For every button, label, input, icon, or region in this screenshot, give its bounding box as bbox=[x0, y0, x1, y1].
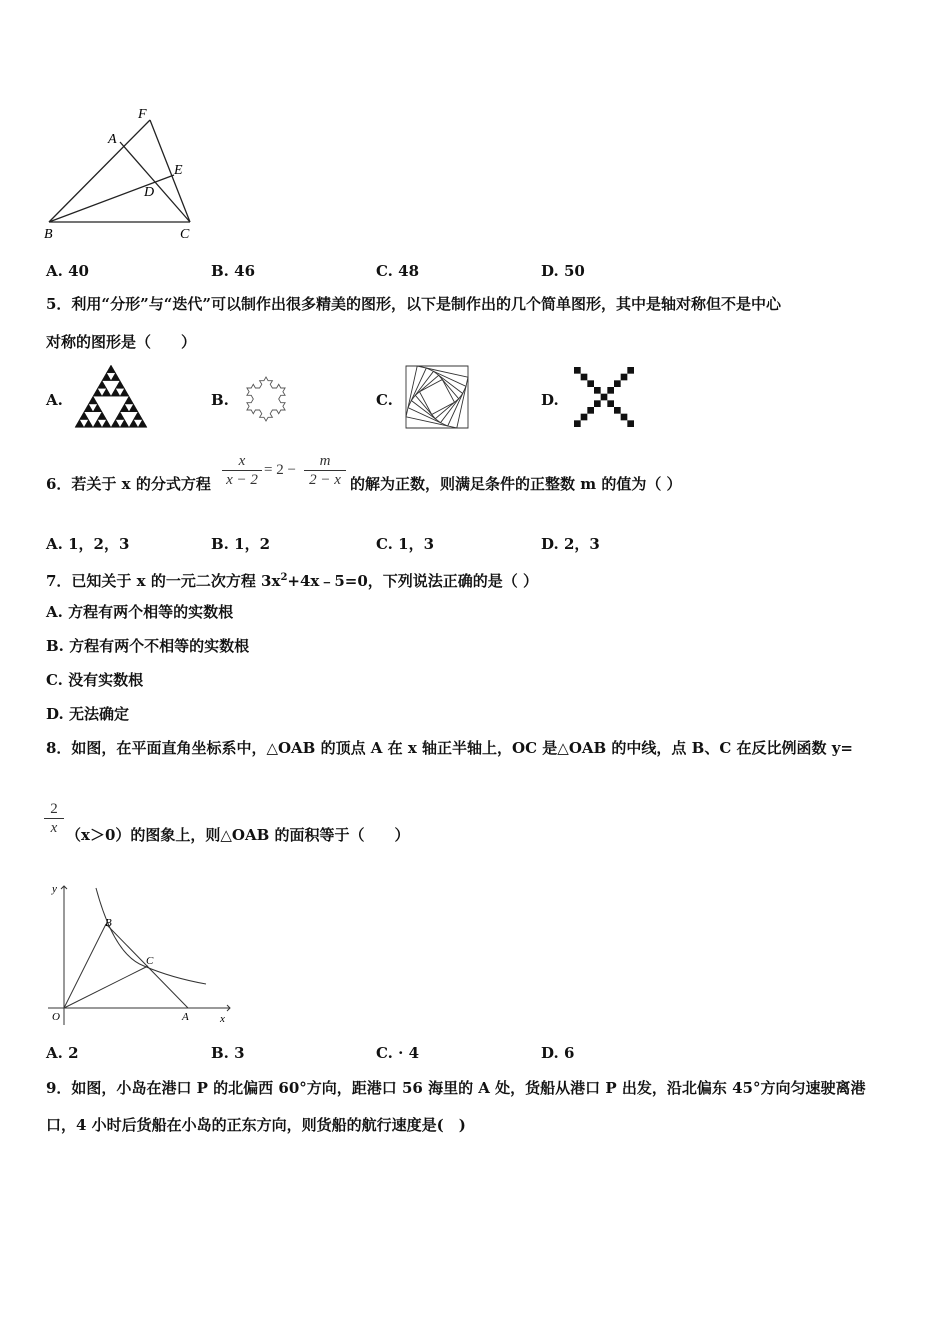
q8-label-b: B bbox=[105, 917, 112, 929]
q8-coordinate-figure bbox=[44, 880, 234, 1030]
q8-label-a: A bbox=[182, 1011, 189, 1023]
sierpinski-triangle-icon bbox=[74, 364, 148, 428]
q7-option-b[interactable]: B. 方程有两个不相等的实数根 bbox=[46, 637, 250, 655]
koch-snowflake-icon bbox=[236, 368, 296, 428]
q8-stem-line2: （x＞0）的图象上，则△OAB 的面积等于（ ） bbox=[66, 826, 410, 844]
q4-label-b: B bbox=[44, 227, 53, 242]
q6-frac2-denominator: 2 − x bbox=[309, 472, 341, 488]
q4-option-d[interactable]: D. 50 bbox=[541, 262, 585, 280]
q5-option-a-letter[interactable]: A. bbox=[46, 391, 63, 409]
q8-label-c: C bbox=[146, 955, 154, 967]
q8-label-o: O bbox=[52, 1011, 60, 1023]
q6-equation-middle: = 2 − bbox=[264, 462, 296, 478]
q4-label-c: C bbox=[180, 227, 190, 242]
q7-option-c[interactable]: C. 没有实数根 bbox=[46, 671, 144, 689]
q6-option-c[interactable]: C. 1，3 bbox=[376, 535, 435, 553]
q6-fraction-2 bbox=[304, 452, 346, 489]
q6-option-d[interactable]: D. 2，3 bbox=[541, 535, 600, 553]
checkerboard-x-pattern-icon bbox=[574, 367, 634, 427]
q6-frac1-numerator: x bbox=[238, 453, 246, 469]
q7-option-a[interactable]: A. 方程有两个相等的实数根 bbox=[46, 603, 234, 621]
q4-option-a[interactable]: A. 40 bbox=[46, 262, 89, 280]
q8-option-c[interactable]: C. · 4 bbox=[376, 1044, 420, 1062]
q6-prefix: 6．若关于 x 的分式方程 bbox=[46, 475, 211, 493]
q7-option-d[interactable]: D. 无法确定 bbox=[46, 705, 129, 723]
q4-label-f: F bbox=[138, 107, 147, 122]
q8-fraction bbox=[44, 800, 64, 837]
q5-option-d-letter[interactable]: D. bbox=[541, 391, 559, 409]
q6-fraction-1 bbox=[222, 452, 262, 489]
q8-label-y: y bbox=[52, 883, 57, 895]
q6-frac2-numerator: m bbox=[319, 453, 331, 469]
q8-label-x: x bbox=[220, 1013, 225, 1025]
q4-label-e: E bbox=[174, 163, 183, 178]
q4-triangle-figure bbox=[40, 100, 210, 245]
q5-option-b-letter[interactable]: B. bbox=[211, 391, 229, 409]
q9-stem-line2: 口，4 小时后货船在小岛的正东方向，则货船的航行速度是( ) bbox=[46, 1116, 466, 1134]
q8-option-d[interactable]: D. 6 bbox=[541, 1044, 575, 1062]
q4-option-c[interactable]: C. 48 bbox=[376, 262, 420, 280]
q4-option-b[interactable]: B. 46 bbox=[211, 262, 256, 280]
nested-rotated-squares-icon bbox=[404, 364, 470, 430]
q8-option-b[interactable]: B. 3 bbox=[211, 1044, 245, 1062]
q4-label-d: D bbox=[144, 185, 155, 200]
q8-frac-numerator: 2 bbox=[50, 801, 58, 817]
q6-suffix: 的解为正数，则满足条件的正整数 m 的值为（ ） bbox=[350, 475, 682, 493]
q5-stem-line1: 5．利用“分形”与“迭代”可以制作出很多精美的图形，以下是制作出的几个简单图形，其中是轴对称但不是中心 bbox=[46, 295, 781, 313]
q8-option-a[interactable]: A. 2 bbox=[46, 1044, 79, 1062]
q9-stem-line1: 9．如图，小岛在港口 P 的北偏西 60°方向，距港口 56 海里的 A 处，货船从港口 P 出发，沿北偏东 45°方向匀速驶离港 bbox=[46, 1079, 866, 1097]
q6-frac1-denominator: x − 2 bbox=[226, 472, 258, 488]
q5-option-c-letter[interactable]: C. bbox=[376, 391, 393, 409]
q4-label-a: A bbox=[108, 132, 117, 147]
q8-stem-line1: 8．如图，在平面直角坐标系中，△OAB 的顶点 A 在 x 轴正半轴上，OC 是△OAB 的中线，点 B、C 在反比例函数 y= bbox=[46, 739, 853, 757]
q7-stem: 7．已知关于 x 的一元二次方程 $3x^2+4x﹣5=0$，下列说法正确的是（ ） bbox=[46, 572, 539, 590]
q5-stem-line2: 对称的图形是（ ） bbox=[46, 333, 197, 351]
q6-option-b[interactable]: B. 1，2 bbox=[211, 535, 271, 553]
q6-option-a[interactable]: A. 1，2，3 bbox=[46, 535, 130, 553]
q8-frac-denominator: x bbox=[50, 820, 58, 836]
